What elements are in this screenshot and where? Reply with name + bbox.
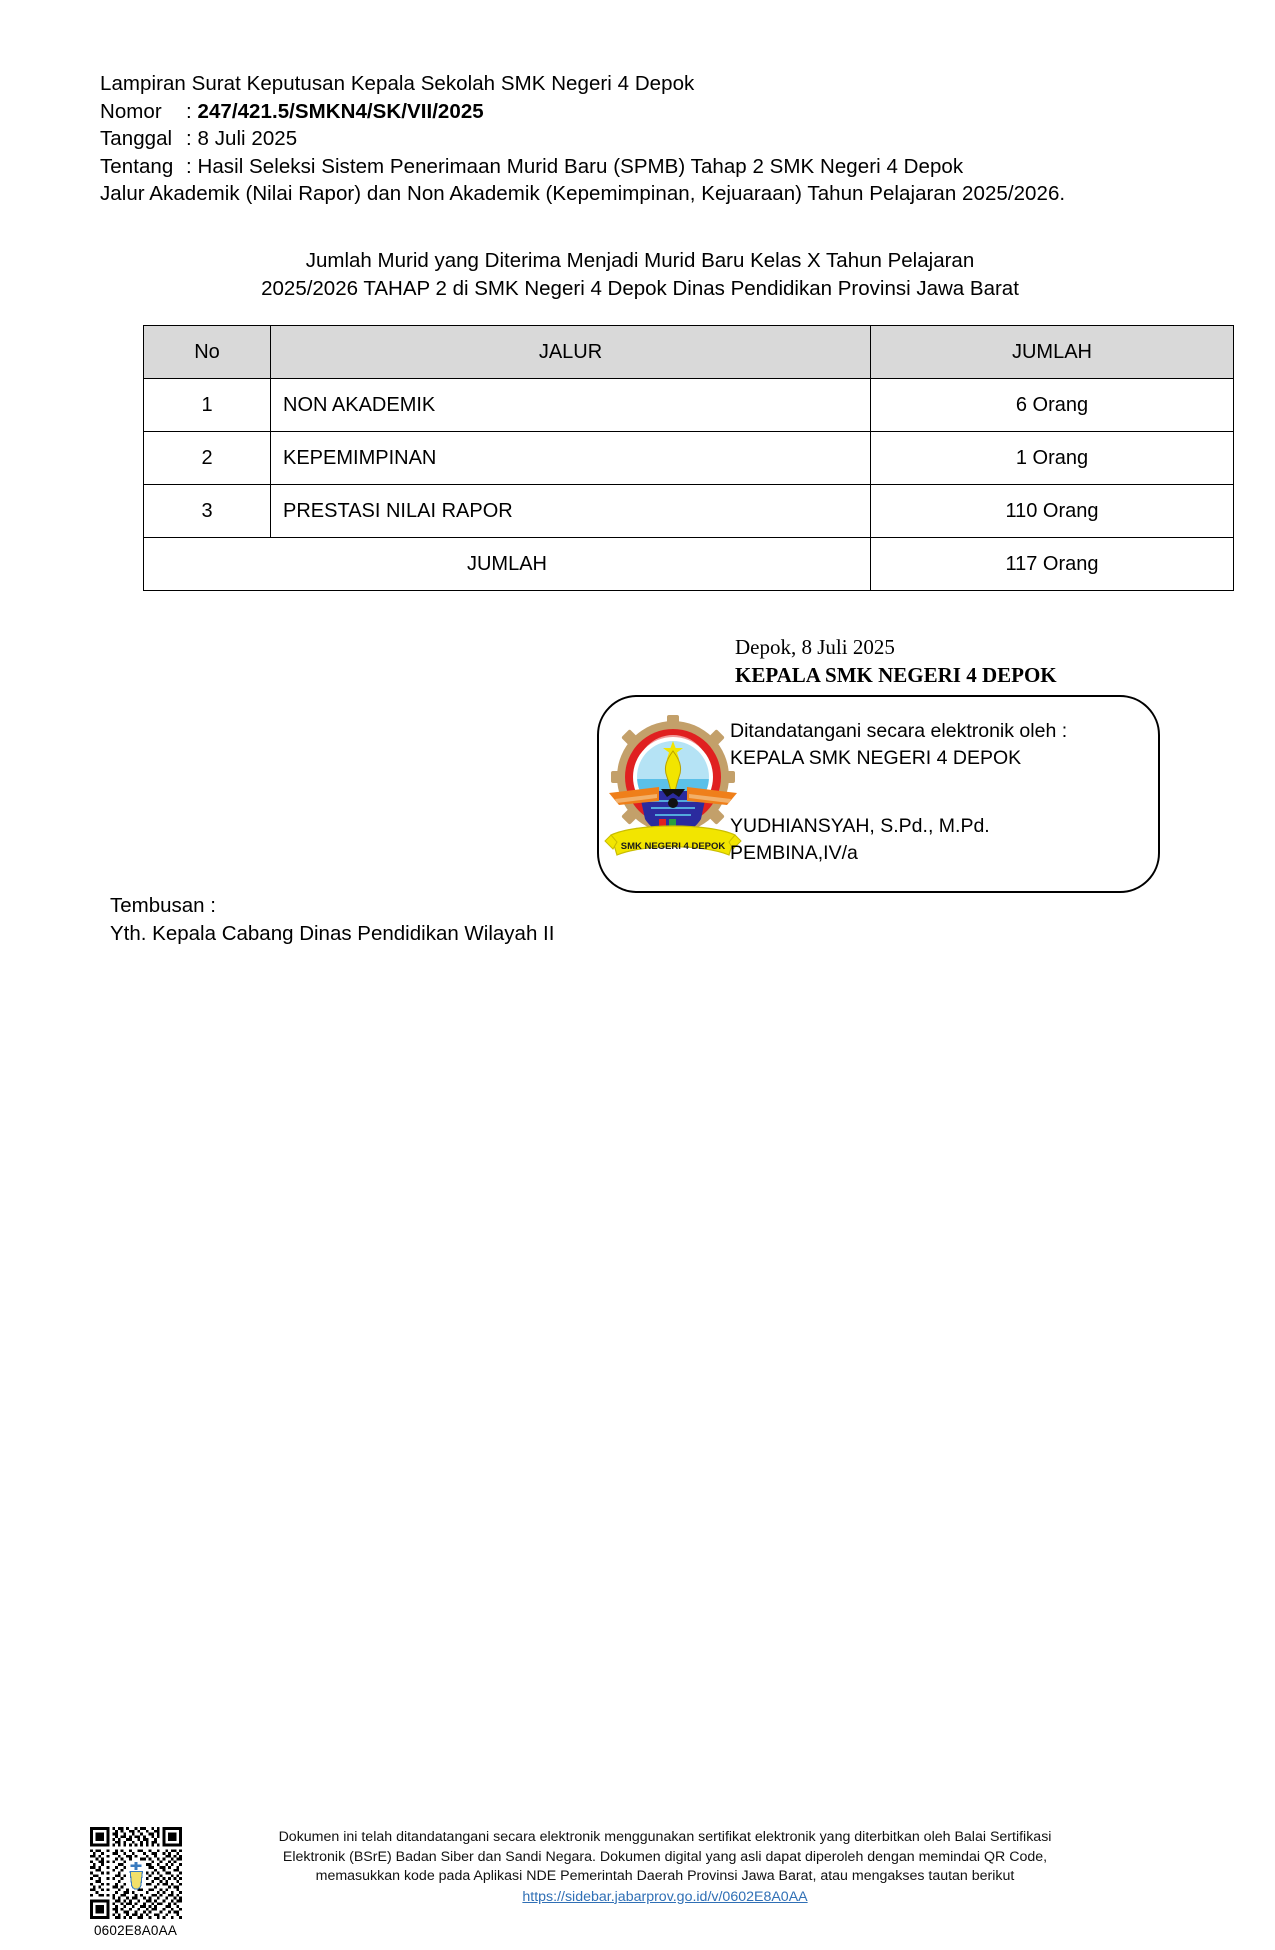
table-caption-line2: 2025/2026 TAHAP 2 di SMK Negeri 4 Depok Dinas Pendidikan Provinsi Jawa Barat	[261, 276, 1019, 300]
tembusan-block	[110, 892, 554, 948]
esign-line-2: KEPALA SMK NEGERI 4 DEPOK	[730, 747, 1022, 769]
footer-line-1: Dokumen ini telah ditandatangani secara elektronik menggunakan sertifikat elektronik yang diterbitkan oleh Balai Sertifikasi	[278, 1829, 1052, 1845]
summary-table	[143, 325, 1234, 591]
column-header-no: No	[144, 326, 271, 379]
header-nomor-line	[100, 98, 1180, 126]
table-row	[144, 379, 1234, 432]
header-tentang-line2: Jalur Akademik (Nilai Rapor) dan Non Akademik (Kepemimpinan, Kejuaraan) Tahun Pelajaran 2025/2026.	[100, 182, 1066, 205]
header-tanggal-value: : 8 Juli 2025	[186, 127, 298, 150]
esign-line-1: Ditandatangani secara elektronik oleh :	[730, 720, 1068, 742]
cell-total-label: JUMLAH	[144, 538, 871, 591]
table-head	[144, 326, 1234, 379]
document-footer	[0, 1810, 1275, 1950]
header-attachment-line: Lampiran Surat Keputusan Kepala Sekolah SMK Negeri 4 Depok	[100, 72, 695, 95]
footer-line-2: Elektronik (BSrE) Badan Siber dan Sandi Negara. Dokumen digital yang asli dapat diperoleh dengan memindai QR Code,	[282, 1848, 1048, 1865]
verification-link[interactable]: https://sidebar.jabarprov.go.id/v/0602E8A0AA	[522, 1888, 808, 1905]
cell-jalur: KEPEMIMPINAN	[271, 432, 871, 485]
footer-disclaimer	[215, 1828, 1115, 1907]
table-caption	[100, 247, 1180, 302]
cell-no: 2	[144, 432, 271, 485]
header-tentang-value: : Hasil Seleksi Sistem Penerimaan Murid Baru (SPMB) Tahap 2 SMK Negeri 4 Depok	[186, 154, 964, 178]
table-header-row	[144, 326, 1234, 379]
cell-jumlah: 110 Orang	[871, 485, 1234, 538]
tembusan-item: Yth. Kepala Cabang Dinas Pendidikan Wilayah II	[110, 922, 555, 945]
table-caption-line1: Jumlah Murid yang Diterima Menjadi Murid Baru Kelas X Tahun Pelajaran	[305, 249, 975, 272]
table-row	[144, 432, 1234, 485]
column-header-jumlah: JUMLAH	[871, 326, 1234, 379]
header-tentang-label: Tentang	[100, 154, 174, 178]
cell-jalur: NON AKADEMIK	[271, 379, 871, 432]
table-row	[144, 485, 1234, 538]
summary-table-container	[143, 325, 1158, 591]
tembusan-label: Tembusan :	[110, 894, 216, 917]
header-nomor-value: 247/421.5/SMKN4/SK/VII/2025	[197, 99, 484, 123]
signature-title: KEPALA SMK NEGERI 4 DEPOK	[735, 663, 1057, 687]
qr-center-logo-icon	[130, 1862, 142, 1889]
emblem-ribbon-text: SMK NEGERI 4 DEPOK	[620, 841, 726, 852]
signer-details	[730, 813, 990, 867]
qr-code-icon	[90, 1827, 182, 1919]
cell-no: 3	[144, 485, 271, 538]
signature-place-date: Depok, 8 Juli 2025	[735, 635, 895, 659]
qr-code-block	[78, 1827, 193, 1938]
cell-no: 1	[144, 379, 271, 432]
letter-header	[100, 70, 1180, 208]
signer-name: YUDHIANSYAH, S.Pd., M.Pd.	[730, 815, 990, 837]
table-total-row	[144, 538, 1234, 591]
cell-jumlah: 6 Orang	[871, 379, 1234, 432]
table-body	[144, 379, 1234, 591]
cell-total-jumlah: 117 Orang	[871, 538, 1234, 591]
header-tanggal-label: Tanggal	[100, 127, 173, 150]
electronic-signature-text	[730, 718, 1067, 772]
cell-jumlah: 1 Orang	[871, 432, 1234, 485]
header-nomor-separator: :	[186, 99, 198, 123]
header-tanggal-line	[100, 125, 1180, 153]
header-tentang-line	[100, 153, 1180, 181]
footer-line-3: memasukkan kode pada Aplikasi NDE Pemerintah Daerah Provinsi Jawa Barat, atau mengakses tautan berikut	[315, 1868, 1015, 1884]
header-nomor-label: Nomor	[100, 99, 162, 123]
school-emblem-icon	[603, 715, 743, 867]
qr-code-label: 0602E8A0AA	[93, 1923, 178, 1938]
cell-jalur: PRESTASI NILAI RAPOR	[271, 485, 871, 538]
column-header-jalur: JALUR	[271, 326, 871, 379]
signer-rank: PEMBINA,IV/a	[730, 842, 858, 864]
